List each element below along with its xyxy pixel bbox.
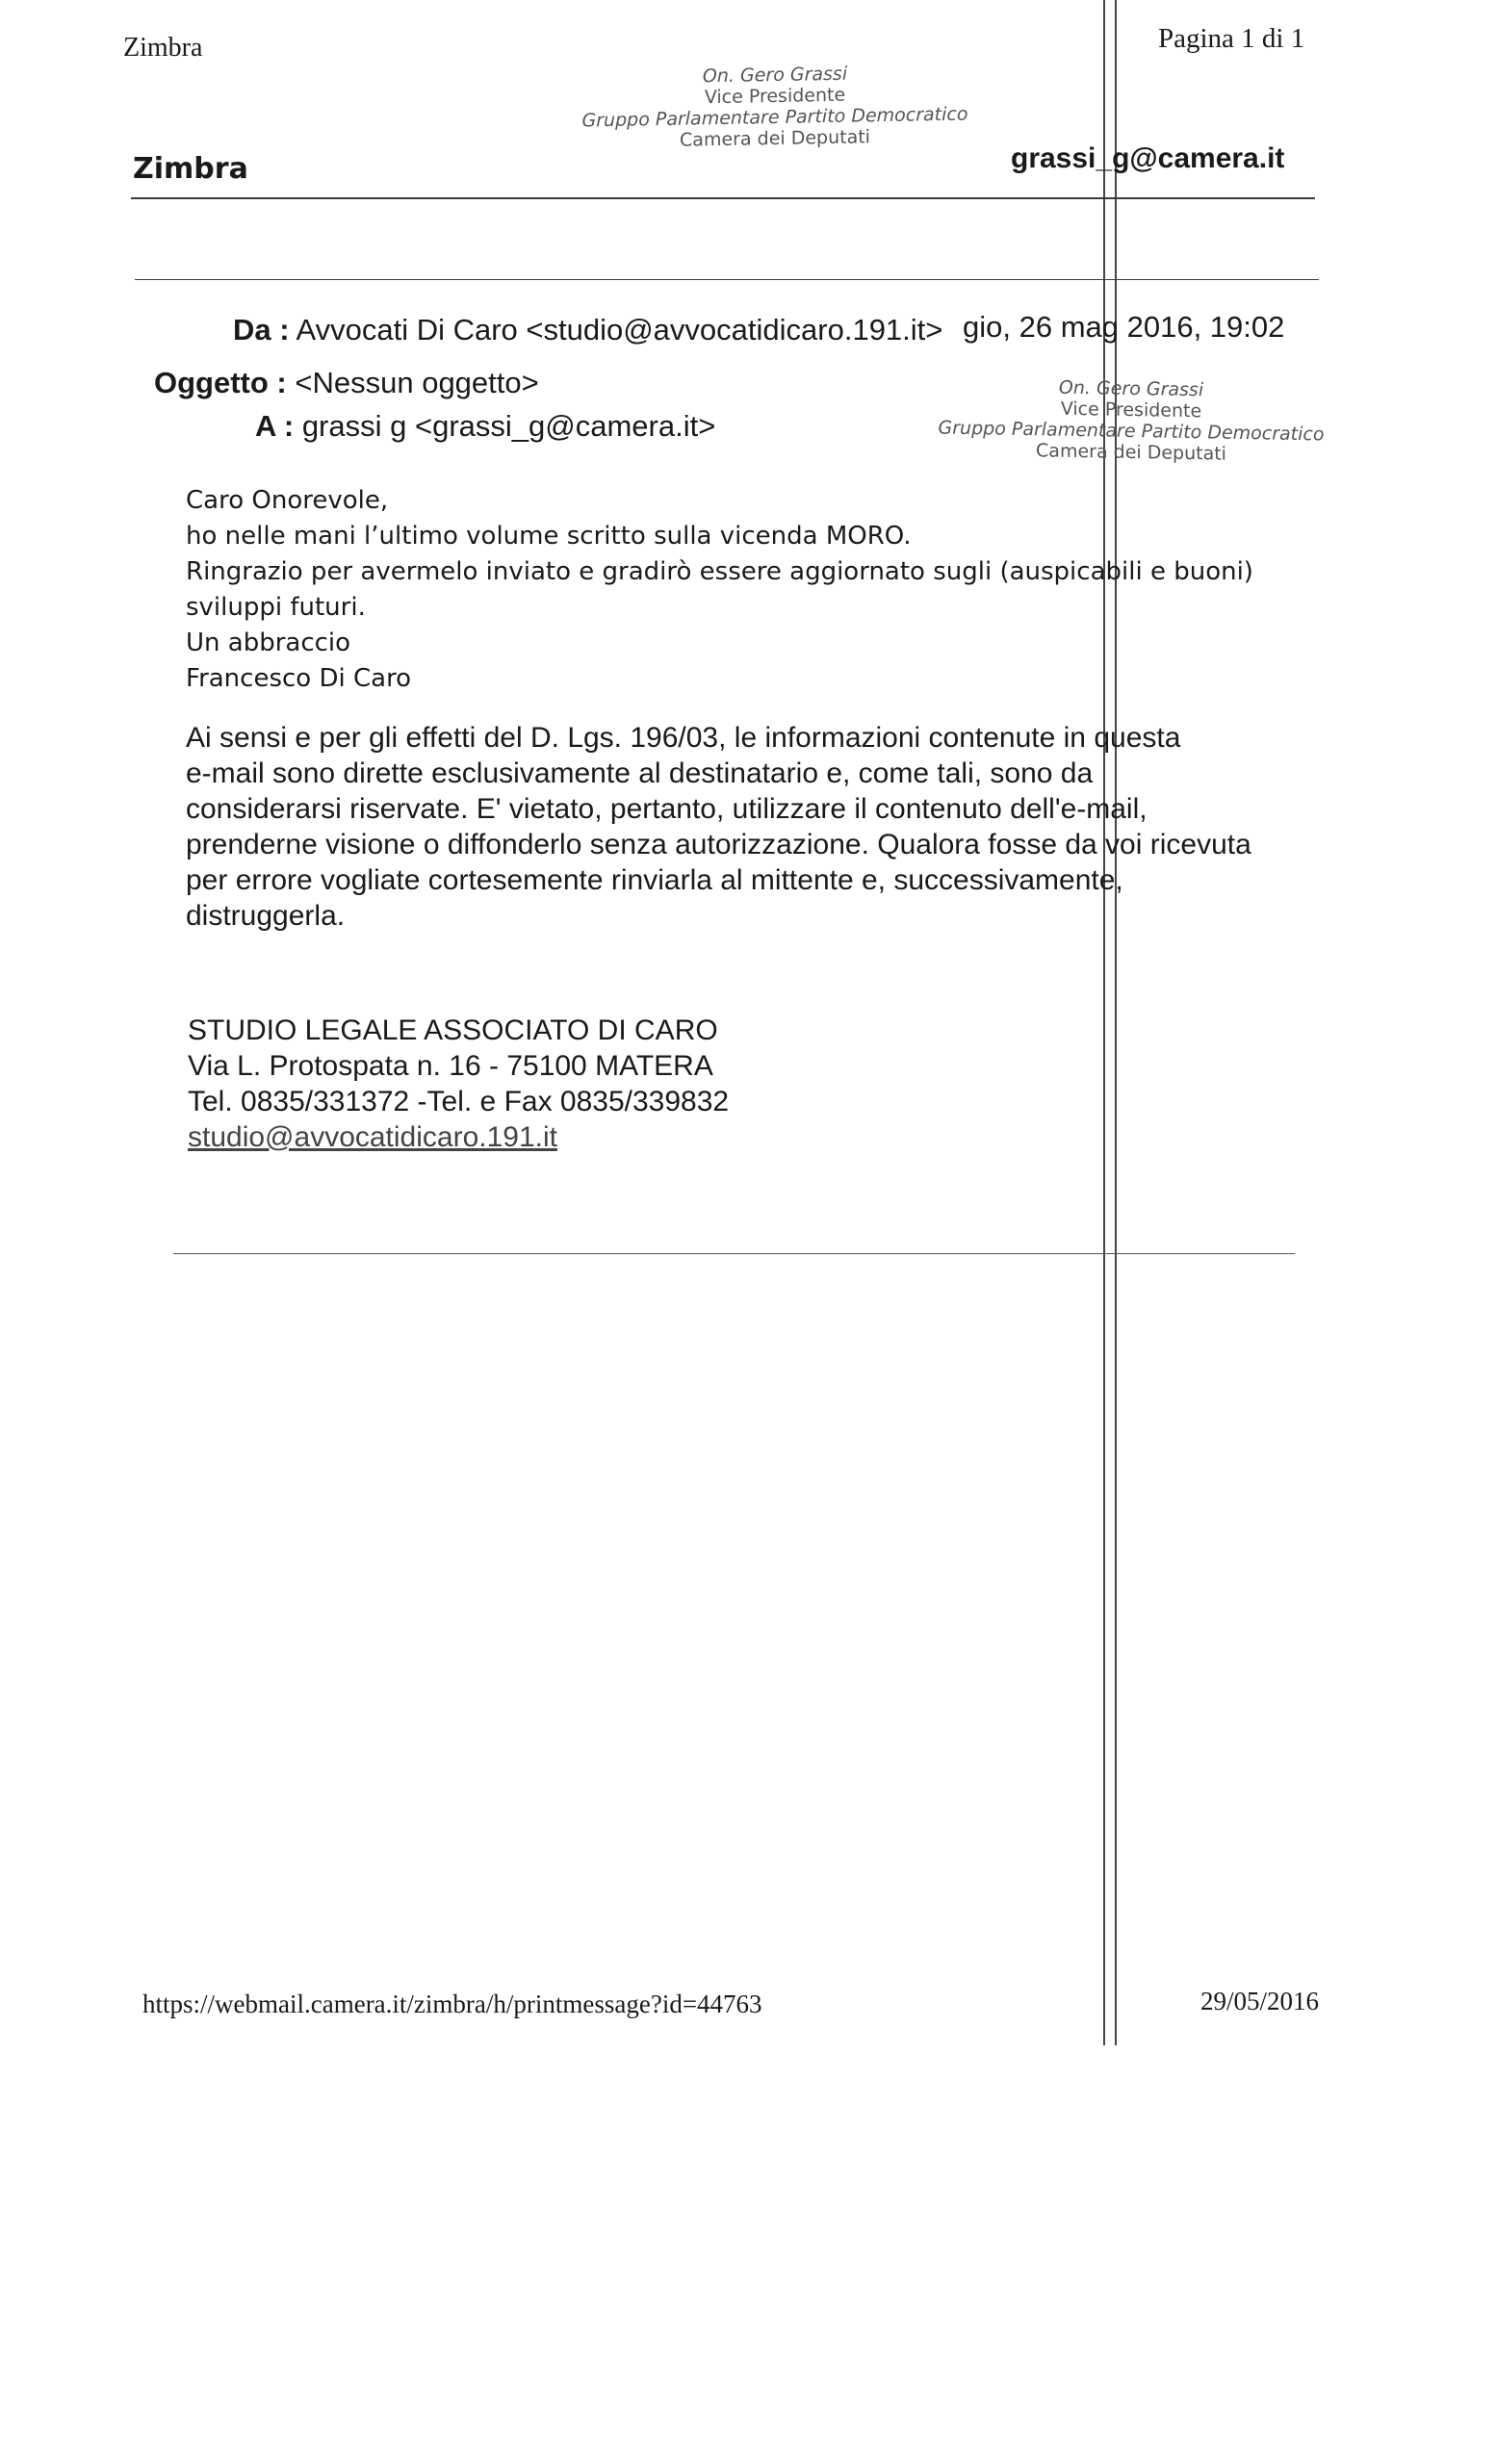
from-row: [233, 313, 942, 347]
disclaimer-line: Ai sensi e per gli effetti del D. Lgs. 196/03, le informazioni contenute in questa: [186, 722, 1181, 754]
signature-phone: Tel. 0835/331372 -Tel. e Fax 0835/339832: [188, 1086, 730, 1117]
message-divider: [135, 279, 1319, 280]
stamp-group: Gruppo Parlamentare Partito Democratico: [581, 103, 968, 132]
stamp-chamber: Camera dei Deputati: [680, 125, 870, 151]
zimbra-logo: Zimbra: [133, 152, 248, 186]
user-email: grassi_g@camera.it: [1011, 142, 1285, 174]
to-row: [255, 409, 715, 444]
message-body: [186, 483, 1253, 697]
body-line: Ringrazio per avermelo inviato e gradirò essere aggiornato sugli (auspicabili e buoni): [186, 557, 1253, 586]
to-label: A :: [255, 409, 295, 443]
signature-address: Via L. Protospata n. 16 - 75100 MATERA: [188, 1050, 713, 1082]
subject-value: <Nessun oggetto>: [295, 366, 539, 399]
body-line: Caro Onorevole,: [186, 486, 389, 515]
stamp-group: Gruppo Parlamentare Partito Democratico: [938, 417, 1325, 446]
body-line: Un abbraccio: [186, 629, 351, 657]
disclaimer-line: distruggerla.: [186, 900, 346, 932]
parliament-stamp: [905, 375, 1357, 468]
header-divider: [131, 197, 1315, 199]
from-label: Da :: [233, 313, 290, 346]
disclaimer-line: e-mail sono dirette esclusivamente al destinatario e, come tali, sono da: [186, 757, 1094, 789]
stamp-role: Vice Presidente: [704, 84, 846, 109]
disclaimer-line: considerarsi riservate. E' vietato, pertanto, utilizzare il contenuto dell'e-mail,: [186, 793, 1148, 825]
page-indicator: Pagina 1 di 1: [1158, 23, 1305, 54]
disclaimer-line: prenderne visione o diffonderlo senza autorizzazione. Qualora fosse da voi ricevuta: [186, 829, 1251, 860]
stamp-name: On. Gero Grassi: [1058, 376, 1204, 401]
scan-artifact-line: [1103, 0, 1105, 2045]
scan-artifact-line: [1115, 0, 1117, 2045]
blank-area: [0, 2045, 1496, 2464]
subject-row: [154, 366, 539, 400]
stamp-chamber: Camera dei Deputati: [1036, 439, 1226, 465]
message-date: gio, 26 mag 2016, 19:02: [963, 310, 1285, 344]
stamp-role: Vice Presidente: [1060, 398, 1202, 423]
parliament-stamp: [558, 62, 992, 153]
disclaimer-line: per errore vogliate cortesemente rinviarla al mittente e, successivamente,: [186, 864, 1123, 896]
to-value: grassi g <grassi_g@camera.it>: [301, 409, 716, 443]
body-line: ho nelle mani l’ultimo volume scritto sulla vicenda MORO.: [186, 522, 912, 551]
signature-divider: [173, 1253, 1295, 1254]
print-footer-url: https://webmail.camera.it/zimbra/h/printmessage?id=44763: [142, 1989, 762, 2018]
email-signature: [188, 1013, 729, 1155]
from-value: Avvocati Di Caro <studio@avvocatidicaro.191.it>: [296, 313, 943, 346]
print-header-title: Zimbra: [123, 33, 203, 63]
privacy-disclaimer: [186, 720, 1251, 934]
subject-label: Oggetto :: [154, 366, 287, 399]
stamp-name: On. Gero Grassi: [702, 63, 848, 88]
print-footer-date: 29/05/2016: [1200, 1987, 1320, 2015]
body-line: sviluppi futuri.: [186, 593, 366, 622]
signature-firm: STUDIO LEGALE ASSOCIATO DI CARO: [188, 1014, 718, 1046]
body-line: Francesco Di Caro: [186, 664, 412, 693]
signature-email-link[interactable]: studio@avvocatidicaro.191.it: [188, 1121, 557, 1153]
